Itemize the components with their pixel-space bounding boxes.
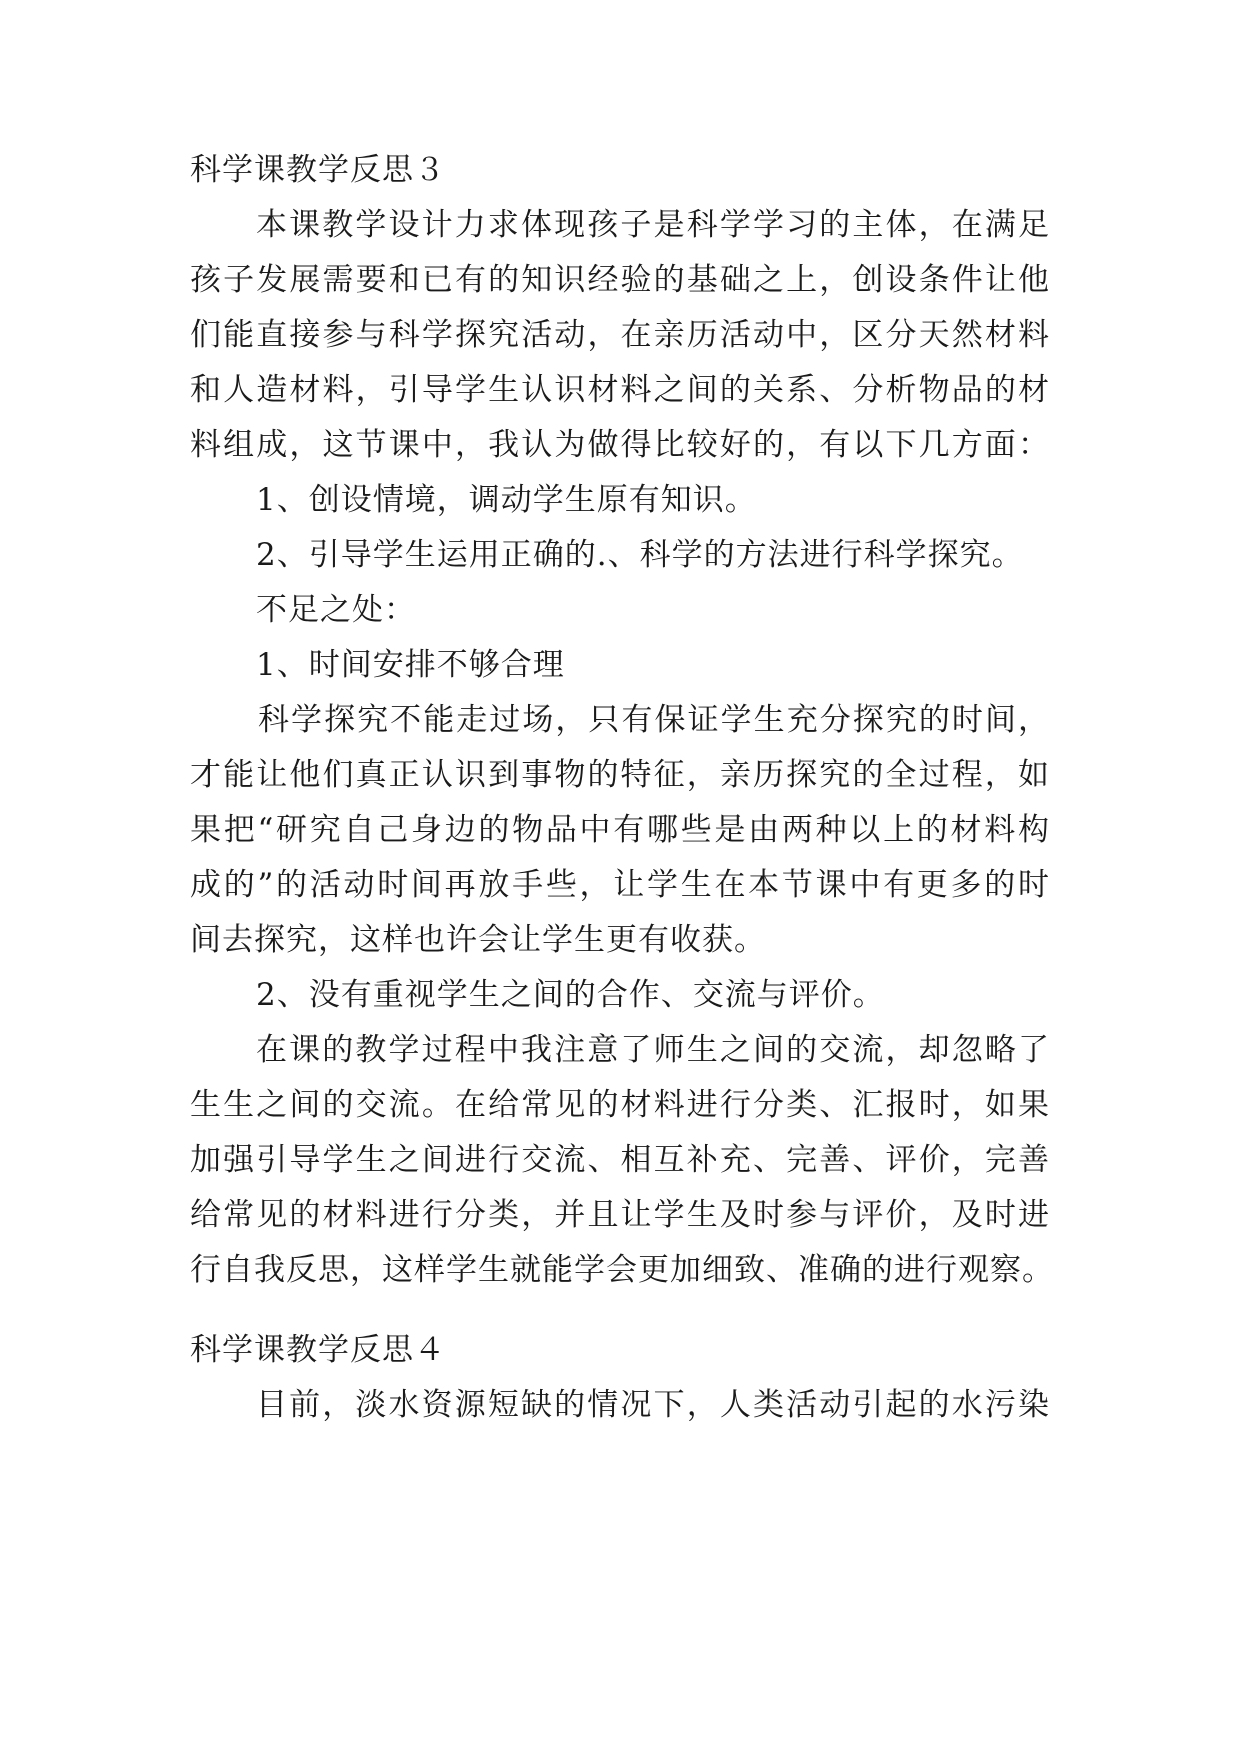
paragraph-line: 果把“研究自己身边的物品中有哪些是由两种以上的材料构 xyxy=(190,812,1050,848)
paragraph-line: 生生之间的交流。在给常见的材料进行分类、汇报时，如果 xyxy=(190,1087,1050,1123)
list-item: 2、引导学生运用正确的.、科学的方法进行科学探究。 xyxy=(256,537,1024,573)
paragraph-line: 目前，淡水资源短缺的情况下，人类活动引起的水污染 xyxy=(256,1387,1050,1423)
paragraph-line: 们能直接参与科学探究活动，在亲历活动中，区分天然材料 xyxy=(190,317,1050,353)
paragraph-line: 在课的教学过程中我注意了师生之间的交流，却忽略了 xyxy=(256,1032,1050,1068)
subheading: 不足之处： xyxy=(256,592,416,628)
list-item: 1、创设情境，调动学生原有知识。 xyxy=(256,482,757,518)
paragraph-line: 本课教学设计力求体现孩子是科学学习的主体，在满足 xyxy=(256,207,1050,243)
section-3-title: 科学课教学反思３ xyxy=(190,152,446,188)
paragraph-line: 成的”的活动时间再放手些，让学生在本节课中有更多的时 xyxy=(190,867,1050,903)
paragraph-line: 才能让他们真正认识到事物的特征，亲历探究的全过程，如 xyxy=(190,757,1050,793)
paragraph-line: 间去探究，这样也许会让学生更有收获。 xyxy=(190,922,766,958)
paragraph-line: 料组成，这节课中，我认为做得比较好的，有以下几方面： xyxy=(190,427,1050,463)
paragraph-line: 加强引导学生之间进行交流、相互补充、完善、评价，完善 xyxy=(190,1142,1050,1178)
paragraph-line: 科学探究不能走过场，只有保证学生充分探究的时间， xyxy=(258,702,1050,738)
section-4-title: 科学课教学反思４ xyxy=(190,1332,446,1368)
list-item: 2、没有重视学生之间的合作、交流与评价。 xyxy=(256,977,885,1013)
paragraph-line: 行自我反思，这样学生就能学会更加细致、准确的进行观察。 xyxy=(190,1252,1054,1288)
paragraph-line: 孩子发展需要和已有的知识经验的基础之上，创设条件让他 xyxy=(190,262,1050,298)
paragraph-line: 和人造材料，引导学生认识材料之间的关系、分析物品的材 xyxy=(190,372,1050,408)
list-item: 1、时间安排不够合理 xyxy=(256,647,565,683)
paragraph-line: 给常见的材料进行分类，并且让学生及时参与评价，及时进 xyxy=(190,1197,1050,1233)
